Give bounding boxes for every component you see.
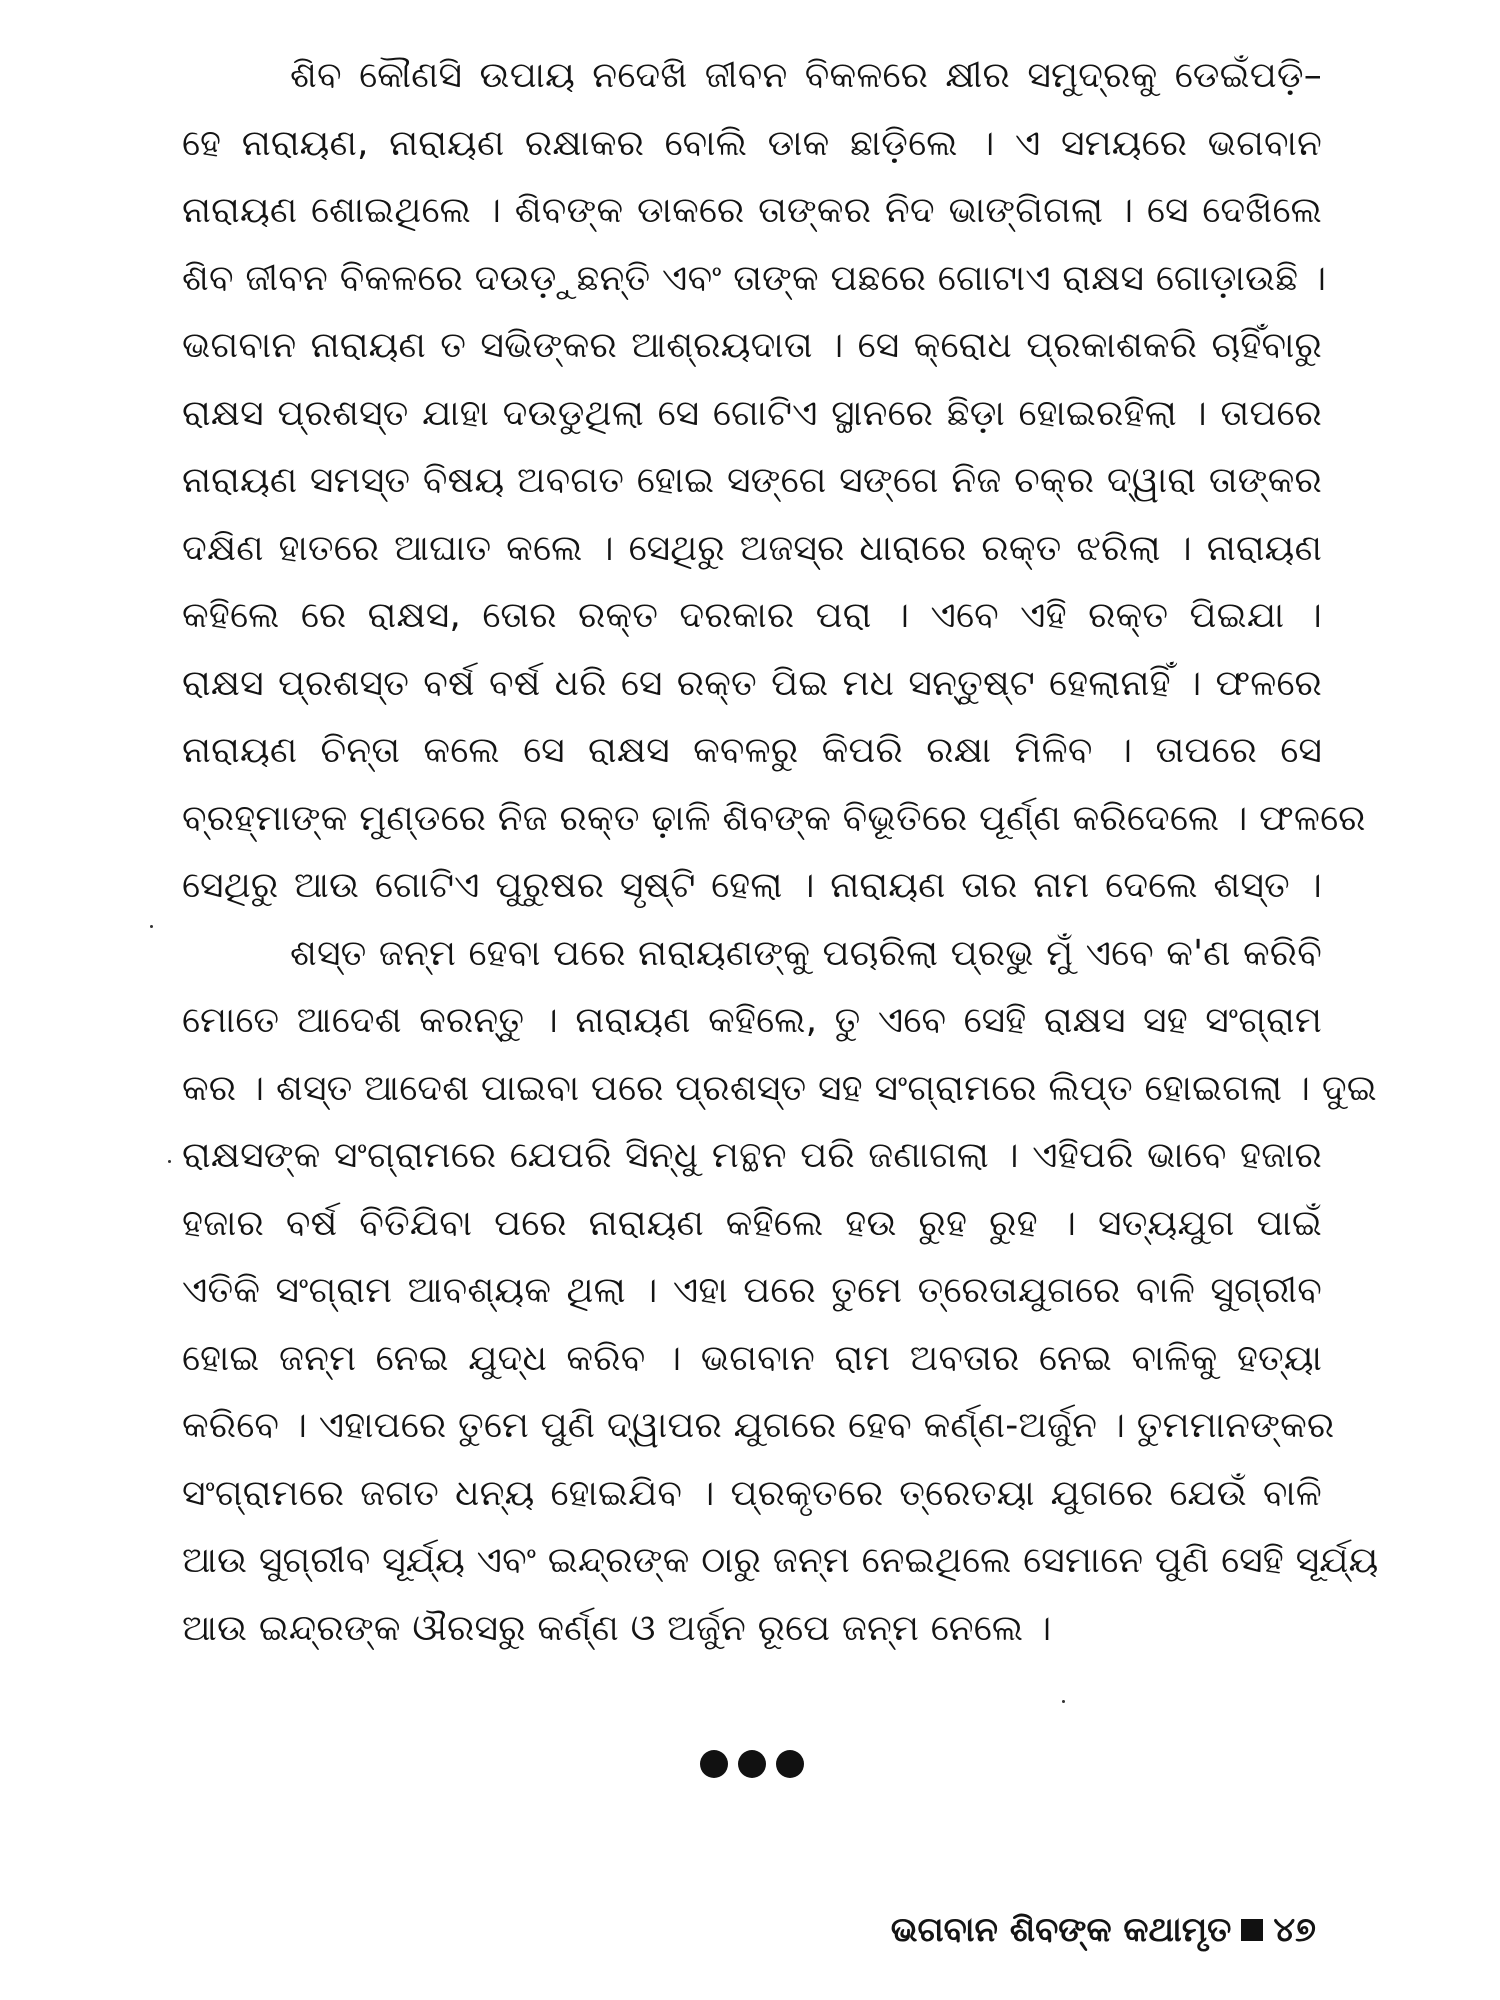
text-line: କର । ଶସ୍ତ ଆଦେଶ ପାଇବା ପରେ ପ୍ରଶସ୍ତ ସହ ସଂଗ୍ରାମରେ ଲିପ୍ତ ହୋଇଗଲା । ଦୁଇ: [182, 1067, 1377, 1109]
text-line: କହିଲେ ରେ ରାକ୍ଷସ, ତୋର ରକ୍ତ ଦରକାର ପରା । ଏବେ ଏହି ରକ୍ତ ପିଇଯା ।: [182, 595, 1322, 636]
scan-speck: [150, 925, 153, 928]
scan-speck: [168, 1160, 171, 1163]
ornament-dot-icon: [776, 1750, 804, 1778]
text-line: ନାରାୟଣ ସମସ୍ତ ବିଷୟ ଅବଗତ ହୋଇ ସଙ୍ଗେ ସଙ୍ଗେ ନିଜ ଚକ୍ର ଦ୍ୱାରା ତାଙ୍କର: [182, 460, 1322, 501]
text-line: ରାକ୍ଷସ ପ୍ରଶସ୍ତ ଯାହା ଦଉଡୁଥିଲା ସେ ଗୋଟିଏ ସ୍ଥାନରେ ଛିଡ଼ା ହୋଇରହିଲା । ତାପରେ: [182, 392, 1322, 434]
text-line: ହଜାର ବର୍ଷ ବିତିଯିବା ପରେ ନାରାୟଣ କହିଲେ ହଉ ରୁହ ରୁହ । ସତ୍ୟଯୁଗ ପାଇଁ: [182, 1202, 1322, 1244]
section-end-ornament: [0, 1750, 1500, 1790]
text-line: ରାକ୍ଷସଙ୍କ ସଂଗ୍ରାମରେ ଯେପରି ସିନ୍ଧୁ ମନ୍ଥନ ପରି ଜଣାଗଲା । ଏହିପରି ଭାବେ ହଜାର: [182, 1135, 1322, 1176]
text-line: ଭଗବାନ ନାରାୟଣ ତ ସଭିଙ୍କର ଆଶ୍ରୟଦାତା । ସେ କ୍ରୋଧ ପ୍ରକାଶକରି ଚାହିଁବାରୁ: [182, 325, 1322, 366]
page-number: ୪୭: [1273, 1910, 1316, 1950]
text-line: ରାକ୍ଷସ ପ୍ରଶସ୍ତ ବର୍ଷ ବର୍ଷ ଧରି ସେ ରକ୍ତ ପିଇ ମଧ ସନ୍ତୁଷ୍ଟ ହେଲାନାହିଁ । ଫଳରେ: [182, 662, 1322, 704]
text-line: କରିବେ । ଏହାପରେ ତୁମେ ପୁଣି ଦ୍ୱାପର ଯୁଗରେ ହେବ କର୍ଣ୍ଣ-ଅର୍ଜୁନ । ତୁମମାନଙ୍କର: [182, 1405, 1335, 1446]
text-line: ଏତିକି ସଂଗ୍ରାମ ଆବଶ୍ୟକ ଥିଲା । ଏହା ପରେ ତୁମେ ତ୍ରେତାଯୁଗରେ ବାଳି ସୁଗ୍ରୀବ: [182, 1270, 1322, 1311]
text-line: ନାରାୟଣ ଶୋଇଥିଲେ । ଶିବଙ୍କ ଡାକରେ ତାଙ୍କର ନିଦ ଭାଙ୍ଗିଗଲା । ସେ ଦେଖିଲେ: [182, 190, 1322, 231]
paragraph-2: [182, 920, 1379, 1663]
text-line: ନାରାୟଣ ଚିନ୍ତା କଲେ ସେ ରାକ୍ଷସ କବଳରୁ କିପରି ରକ୍ଷା ମିଳିବ । ତାପରେ ସେ: [182, 730, 1322, 771]
text-line: ଶସ୍ତ ଜନ୍ମ ହେବା ପରେ ନାରାୟଣଙ୍କୁ ପଚାରିଲା ପ୍ରଭୁ ମୁଁ ଏବେ କ'ଣ କରିବି: [290, 932, 1322, 974]
body-text: [182, 42, 1379, 1662]
text-line: ଆଉ ଇନ୍ଦ୍ରଙ୍କ ଔରସରୁ କର୍ଣ୍ଣ ଓ ଅର୍ଜୁନ ରୂପେ ଜନ୍ମ ନେଲେ ।: [182, 1607, 1052, 1649]
text-line: ହୋଇ ଜନ୍ମ ନେଇ ଯୁଦ୍ଧ କରିବ । ଭଗବାନ ରାମ ଅବତାର ନେଇ ବାଳିକୁ ହତ୍ୟା: [182, 1337, 1322, 1379]
text-line: ଶିବ କୌଣସି ଉପାୟ ନଦେଖି ଜୀବନ ବିକଳରେ କ୍ଷୀର ସମୁଦ୍ରକୁ ଡେଇଁପଡ଼ି–: [290, 55, 1322, 96]
page-footer: [891, 1910, 1316, 1950]
scan-speck: [1062, 1700, 1065, 1703]
text-line: ଶିବ ଜୀବନ ବିକଳରେ ଦଉଡ଼ୁଛନ୍ତି ଏବଂ ତାଙ୍କ ପଛରେ ଗୋଟାଏ ରାକ୍ଷସ ଗୋଡ଼ାଉଛି ।: [182, 257, 1327, 299]
paragraph-1: [182, 42, 1366, 920]
text-line: ହେ ନାରାୟଣ, ନାରାୟଣ ରକ୍ଷାକର ବୋଲି ଡାକ ଛାଡ଼ିଲେ । ଏ ସମୟରେ ଭଗବାନ: [182, 122, 1322, 164]
ornament-dot-icon: [738, 1750, 766, 1778]
text-line: ସେଥିରୁ ଆଉ ଗୋଟିଏ ପୁରୁଷର ସୃଷ୍ଟି ହେଲା । ନାରାୟଣ ତାର ନାମ ଦେଲେ ଶସ୍ତ ।: [182, 865, 1322, 906]
text-line: ବ୍ରହ୍ମାଙ୍କ ମୁଣ୍ଡରେ ନିଜ ରକ୍ତ ଢ଼ାଳି ଶିବଙ୍କ ବିଭୂତିରେ ପୂର୍ଣ୍ଣ କରିଦେଲେ । ଫଳରେ: [182, 797, 1366, 839]
text-line: ସଂଗ୍ରାମରେ ଜଗତ ଧନ୍ୟ ହୋଇଯିବ । ପ୍ରକୃତରେ ତ୍ରେତୟା ଯୁଗରେ ଯେଉଁ ବାଳି: [182, 1472, 1322, 1514]
text-line: ଆଉ ସୁଗ୍ରୀବ ସୂର୍ଯ୍ୟ ଏବଂ ଇନ୍ଦ୍ରଙ୍କ ଠାରୁ ଜନ୍ମ ନେଇଥିଲେ ସେମାନେ ପୁଣି ସେହି ସୂର୍ଯ୍ୟ: [182, 1540, 1379, 1581]
text-line: ଦକ୍ଷିଣ ହାତରେ ଆଘାତ କଲେ । ସେଥିରୁ ଅଜସ୍ର ଧାରାରେ ରକ୍ତ ଝରିଲା । ନାରାୟଣ: [182, 527, 1322, 569]
ornament-dot-icon: [700, 1750, 728, 1778]
text-line: ମୋତେ ଆଦେଶ କରନ୍ତୁ । ନାରାୟଣ କହିଲେ, ତୁ ଏବେ ସେହି ରାକ୍ଷସ ସହ ସଂଗ୍ରାମ: [182, 1000, 1322, 1041]
running-title: ଭଗବାନ ଶିବଙ୍କ କଥାମୃତ: [890, 1910, 1232, 1950]
square-bullet-icon: [1241, 1919, 1263, 1941]
